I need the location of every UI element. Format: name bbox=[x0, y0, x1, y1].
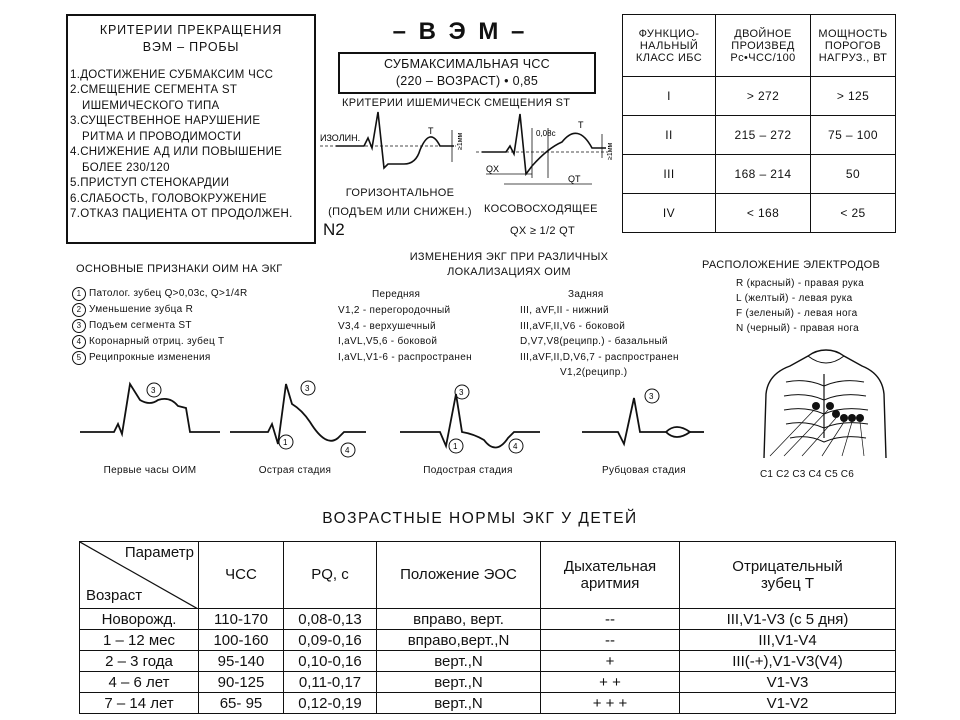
vem-table-row bbox=[623, 194, 896, 233]
n2-label: N2 bbox=[323, 220, 345, 239]
oim-sign: 1 Патолог. зубец Q>0,03с, Q>1/4R bbox=[72, 287, 247, 301]
negt-line2: зубец T bbox=[760, 575, 815, 592]
norms-cell: 90-125 bbox=[199, 672, 284, 693]
oim-sign: 5 Реципрокные изменения bbox=[72, 351, 247, 365]
mm-label-1: ≥1мм bbox=[457, 132, 464, 150]
norms-cell: -- bbox=[541, 609, 680, 630]
vem-table-row bbox=[623, 77, 896, 116]
vem-header-line: Рс•ЧСС/100 bbox=[730, 51, 796, 64]
vem-header-line: ПРОИЗВЕД bbox=[731, 39, 795, 52]
vem-title: – В Э М – bbox=[392, 18, 528, 45]
vem-header-line: ДВОЙНОЕ bbox=[734, 27, 792, 40]
wave-first-hours bbox=[80, 383, 220, 434]
marker-first-3: 3 bbox=[151, 386, 156, 395]
criteria-item: ИШЕМИЧЕСКОГО ТИПА bbox=[82, 99, 220, 112]
marker-acute-1: 1 bbox=[283, 438, 288, 447]
isoline-label: ИЗОЛИН. bbox=[320, 133, 361, 143]
vem-table-header bbox=[623, 15, 896, 77]
vem-cell: < 25 bbox=[811, 194, 896, 233]
posterior-item: III, aVF,II - нижний bbox=[520, 305, 609, 316]
st-diagrams bbox=[316, 108, 618, 188]
oblique-caption: КОСОВОСХОДЯЩЕЕ bbox=[484, 203, 598, 215]
mm-label-2: ≥1мм bbox=[607, 142, 614, 160]
criteria-list bbox=[70, 68, 314, 223]
norms-header-hr: ЧСС bbox=[199, 542, 284, 609]
qx-label: QX bbox=[486, 164, 500, 174]
norms-cell: вправо, верт. bbox=[377, 609, 541, 630]
norms-cell: + bbox=[541, 651, 680, 672]
norms-cell: 65- 95 bbox=[199, 693, 284, 714]
criteria-item: РИТМА И ПРОВОДИМОСТИ bbox=[82, 130, 242, 143]
label-008: 0,08с bbox=[536, 129, 556, 138]
stage-label: Первые часы ОИМ bbox=[103, 465, 197, 476]
resp-line1: Дыхательная bbox=[563, 557, 657, 575]
marker-scar-3: 3 bbox=[649, 392, 654, 401]
vem-class-table bbox=[622, 14, 896, 233]
norms-row bbox=[80, 693, 896, 714]
oim-sign-text: Патолог. зубец Q>0,03с, Q>1/4R bbox=[89, 288, 248, 299]
horizontal-line2: (ПОДЪЕМ ИЛИ СНИЖЕН.) bbox=[328, 205, 472, 218]
posterior-item: V1,2(реципр.) bbox=[560, 367, 628, 378]
criteria-item: БОЛЕЕ 230/120 bbox=[82, 161, 170, 174]
criteria-title-line1: КРИТЕРИИ ПРЕКРАЩЕНИЯ bbox=[99, 23, 283, 37]
wave-scar bbox=[582, 389, 704, 444]
stage-label: Рубцовая стадия bbox=[601, 465, 686, 476]
norms-cell: Новорожд. bbox=[80, 609, 199, 630]
vem-header-line: НАГРУЗ., ВТ bbox=[818, 51, 888, 64]
norms-cell: 95-140 bbox=[199, 651, 284, 672]
posterior-item: III,aVF,II,D,V6,7 - распространен bbox=[520, 351, 679, 363]
electrodes-list bbox=[736, 276, 864, 336]
qt-label: QT bbox=[568, 174, 581, 184]
vem-cell: II bbox=[623, 116, 716, 155]
vem-header-line: МОЩНОСТЬ bbox=[818, 27, 888, 40]
electrode-item: N (черный) - правая нога bbox=[736, 323, 859, 334]
norms-header-negt bbox=[680, 542, 896, 609]
norms-header-row bbox=[80, 542, 896, 609]
norms-cell: V1-V2 bbox=[680, 693, 896, 714]
norms-cell: 100-160 bbox=[199, 630, 284, 651]
criteria-item: 2.СМЕЩЕНИЕ СЕГМЕНТА ST bbox=[70, 84, 238, 97]
norms-cell: 0,08-0,13 bbox=[284, 609, 377, 630]
oim-sign-text: Реципрокные изменения bbox=[89, 352, 211, 363]
criteria-item: 4.СНИЖЕНИЕ АД ИЛИ ПОВЫШЕНИЕ bbox=[70, 146, 283, 159]
resp-line2: аритмия bbox=[580, 575, 640, 592]
criteria-item: 5.ПРИСТУП СТЕНОКАРДИИ bbox=[70, 177, 230, 190]
criteria-box bbox=[66, 14, 316, 244]
vem-table-row bbox=[623, 116, 896, 155]
marker-subacute-4: 4 bbox=[513, 442, 518, 451]
vem-cell: 168 – 214 bbox=[716, 155, 811, 194]
posterior-header: Задняя bbox=[568, 289, 604, 300]
oim-sign-text: Подъем сегмента ST bbox=[89, 320, 192, 331]
localization-title bbox=[384, 250, 634, 280]
oim-sign-text: Уменьшение зубца R bbox=[89, 304, 194, 315]
stage-label: Острая стадия bbox=[258, 465, 332, 476]
criteria-title-line2: ВЭМ – ПРОБЫ bbox=[142, 39, 240, 54]
criteria-item: 6.СЛАБОСТЬ, ГОЛОВОКРУЖЕНИЕ bbox=[70, 192, 267, 205]
t-label-2: T bbox=[578, 120, 584, 130]
oim-sign: 4 Коронарный отриц. зубец T bbox=[72, 335, 247, 349]
electrodes-title: РАСПОЛОЖЕНИЕ ЭЛЕКТРОДОВ bbox=[702, 259, 881, 271]
stage-label: Подострая стадия bbox=[423, 465, 513, 476]
electrode-item: L (желтый) - левая рука bbox=[736, 293, 853, 304]
norms-cell: 0,10-0,16 bbox=[284, 651, 377, 672]
formula-line1: СУБМАКСИМАЛЬНАЯ ЧСС bbox=[383, 57, 551, 71]
anterior-item: I,aVL,V1-6 - распространен bbox=[338, 351, 472, 363]
anterior-list bbox=[338, 303, 472, 365]
corner-top-label: Параметр bbox=[124, 544, 194, 561]
negt-line1: Отрицательный bbox=[732, 557, 843, 575]
oim-sign-text: Коронарный отриц. зубец T bbox=[89, 336, 225, 347]
norms-cell: верт.,N bbox=[377, 693, 541, 714]
vem-cell: IV bbox=[623, 194, 716, 233]
norms-cell: III,V1-V3 (с 5 дня) bbox=[680, 609, 896, 630]
norms-cell: 0,12-0,19 bbox=[284, 693, 377, 714]
anterior-item: V1,2 - перегородочный bbox=[338, 305, 451, 316]
electrode-item: R (красный) - правая рука bbox=[736, 278, 864, 289]
norms-cell: III,V1-V4 bbox=[680, 630, 896, 651]
oim-sign: 2 Уменьшение зубца R bbox=[72, 303, 247, 317]
vem-header-class bbox=[623, 15, 716, 77]
vem-header-line: ПОРОГОВ bbox=[824, 39, 882, 52]
posterior-list bbox=[520, 303, 679, 381]
norms-row bbox=[80, 630, 896, 651]
norms-cell: V1-V3 bbox=[680, 672, 896, 693]
t-label-1: T bbox=[428, 126, 434, 136]
horizontal-line1: ГОРИЗОНТАЛЬНОЕ bbox=[345, 187, 455, 199]
torso-diagram bbox=[756, 338, 892, 468]
vem-header-power bbox=[811, 15, 896, 77]
vem-cell: III bbox=[623, 155, 716, 194]
norms-cell: 0,09-0,16 bbox=[284, 630, 377, 651]
criteria-item: 3.СУЩЕСТВЕННОЕ НАРУШЕНИЕ bbox=[70, 115, 261, 128]
norms-header-axis: Положение ЭОС bbox=[377, 542, 541, 609]
horizontal-caption bbox=[318, 184, 482, 221]
norms-cell: 2 – 3 года bbox=[80, 651, 199, 672]
children-norms-table bbox=[79, 541, 896, 714]
marker-subacute-3: 3 bbox=[459, 388, 464, 397]
vem-cell: 50 bbox=[811, 155, 896, 194]
vem-cell: < 168 bbox=[716, 194, 811, 233]
vem-cell: 215 – 272 bbox=[716, 116, 811, 155]
norms-cell: верт.,N bbox=[377, 651, 541, 672]
marker-acute-3: 3 bbox=[305, 384, 310, 393]
qx-formula: QX ≥ 1/2 QT bbox=[510, 225, 575, 237]
norms-row bbox=[80, 609, 896, 630]
norms-title: ВОЗРАСТНЫЕ НОРМЫ ЭКГ У ДЕТЕЙ bbox=[322, 510, 638, 527]
norms-cell: 0,11-0,17 bbox=[284, 672, 377, 693]
norms-cell: -- bbox=[541, 630, 680, 651]
localization-title-line1: ИЗМЕНЕНИЯ ЭКГ ПРИ РАЗЛИЧНЫХ bbox=[409, 251, 609, 263]
norms-corner-cell bbox=[80, 542, 199, 609]
norms-row bbox=[80, 672, 896, 693]
marker-acute-4: 4 bbox=[345, 446, 350, 455]
vem-cell: I bbox=[623, 77, 716, 116]
posterior-item: D,V7,V8(реципр.) - базальный bbox=[520, 336, 668, 347]
formula-box bbox=[338, 52, 596, 94]
vem-header-product bbox=[716, 15, 811, 77]
marker-subacute-1: 1 bbox=[453, 442, 458, 451]
norms-cell: верт.,N bbox=[377, 672, 541, 693]
vem-cell: 75 – 100 bbox=[811, 116, 896, 155]
anterior-header: Передняя bbox=[372, 289, 421, 300]
posterior-item: III,aVF,II,V6 - боковой bbox=[520, 320, 626, 332]
norms-cell: 1 – 12 мес bbox=[80, 630, 199, 651]
oim-title: ОСНОВНЫЕ ПРИЗНАКИ ОИМ НА ЭКГ bbox=[76, 263, 283, 275]
oim-signs-list bbox=[72, 287, 247, 365]
criteria-item: 7.ОТКАЗ ПАЦИЕНТА ОТ ПРОДОЛЖЕН. bbox=[70, 208, 293, 221]
norms-header-resp bbox=[541, 542, 680, 609]
norms-cell: III(-+),V1-V3(V4) bbox=[680, 651, 896, 672]
oim-sign: 3 Подъем сегмента ST bbox=[72, 319, 247, 333]
ischemic-title: КРИТЕРИИ ИШЕМИЧЕСК СМЕЩЕНИЯ ST bbox=[342, 97, 571, 109]
vem-cell: > 272 bbox=[716, 77, 811, 116]
norms-cell: + + + bbox=[541, 693, 680, 714]
vem-header-line: ФУНКЦИО- bbox=[638, 27, 700, 40]
vem-header-line: КЛАСС ИБС bbox=[635, 51, 703, 64]
norms-cell: 7 – 14 лет bbox=[80, 693, 199, 714]
wave-subacute bbox=[400, 385, 540, 453]
norms-header-pq: PQ, с bbox=[284, 542, 377, 609]
norms-cell: вправо,верт.,N bbox=[377, 630, 541, 651]
vem-cell: > 125 bbox=[811, 77, 896, 116]
anterior-item: I,aVL,V5,6 - боковой bbox=[338, 336, 438, 347]
anterior-item: V3,4 - верхушечный bbox=[338, 320, 436, 332]
norms-cell: + + bbox=[541, 672, 680, 693]
chest-electrode-labels: C1 C2 C3 C4 C5 C6 bbox=[760, 469, 854, 480]
criteria-item: 1.ДОСТИЖЕНИЕ СУБМАКСИМ ЧСС bbox=[70, 68, 274, 81]
vem-table-row bbox=[623, 155, 896, 194]
electrode-item: F (зеленый) - левая нога bbox=[736, 308, 858, 319]
corner-bottom-label: Возраст bbox=[86, 587, 143, 604]
criteria-title bbox=[68, 22, 314, 56]
vem-header-line: НАЛЬНЫЙ bbox=[639, 39, 699, 52]
norms-row bbox=[80, 651, 896, 672]
oim-stage-waves bbox=[70, 376, 710, 460]
norms-cell: 4 – 6 лет bbox=[80, 672, 199, 693]
localization-title-line2: ЛОКАЛИЗАЦИЯХ ОИМ bbox=[447, 265, 571, 278]
formula-line2: (220 – ВОЗРАСТ) • 0,85 bbox=[395, 73, 539, 88]
norms-cell: 110-170 bbox=[199, 609, 284, 630]
